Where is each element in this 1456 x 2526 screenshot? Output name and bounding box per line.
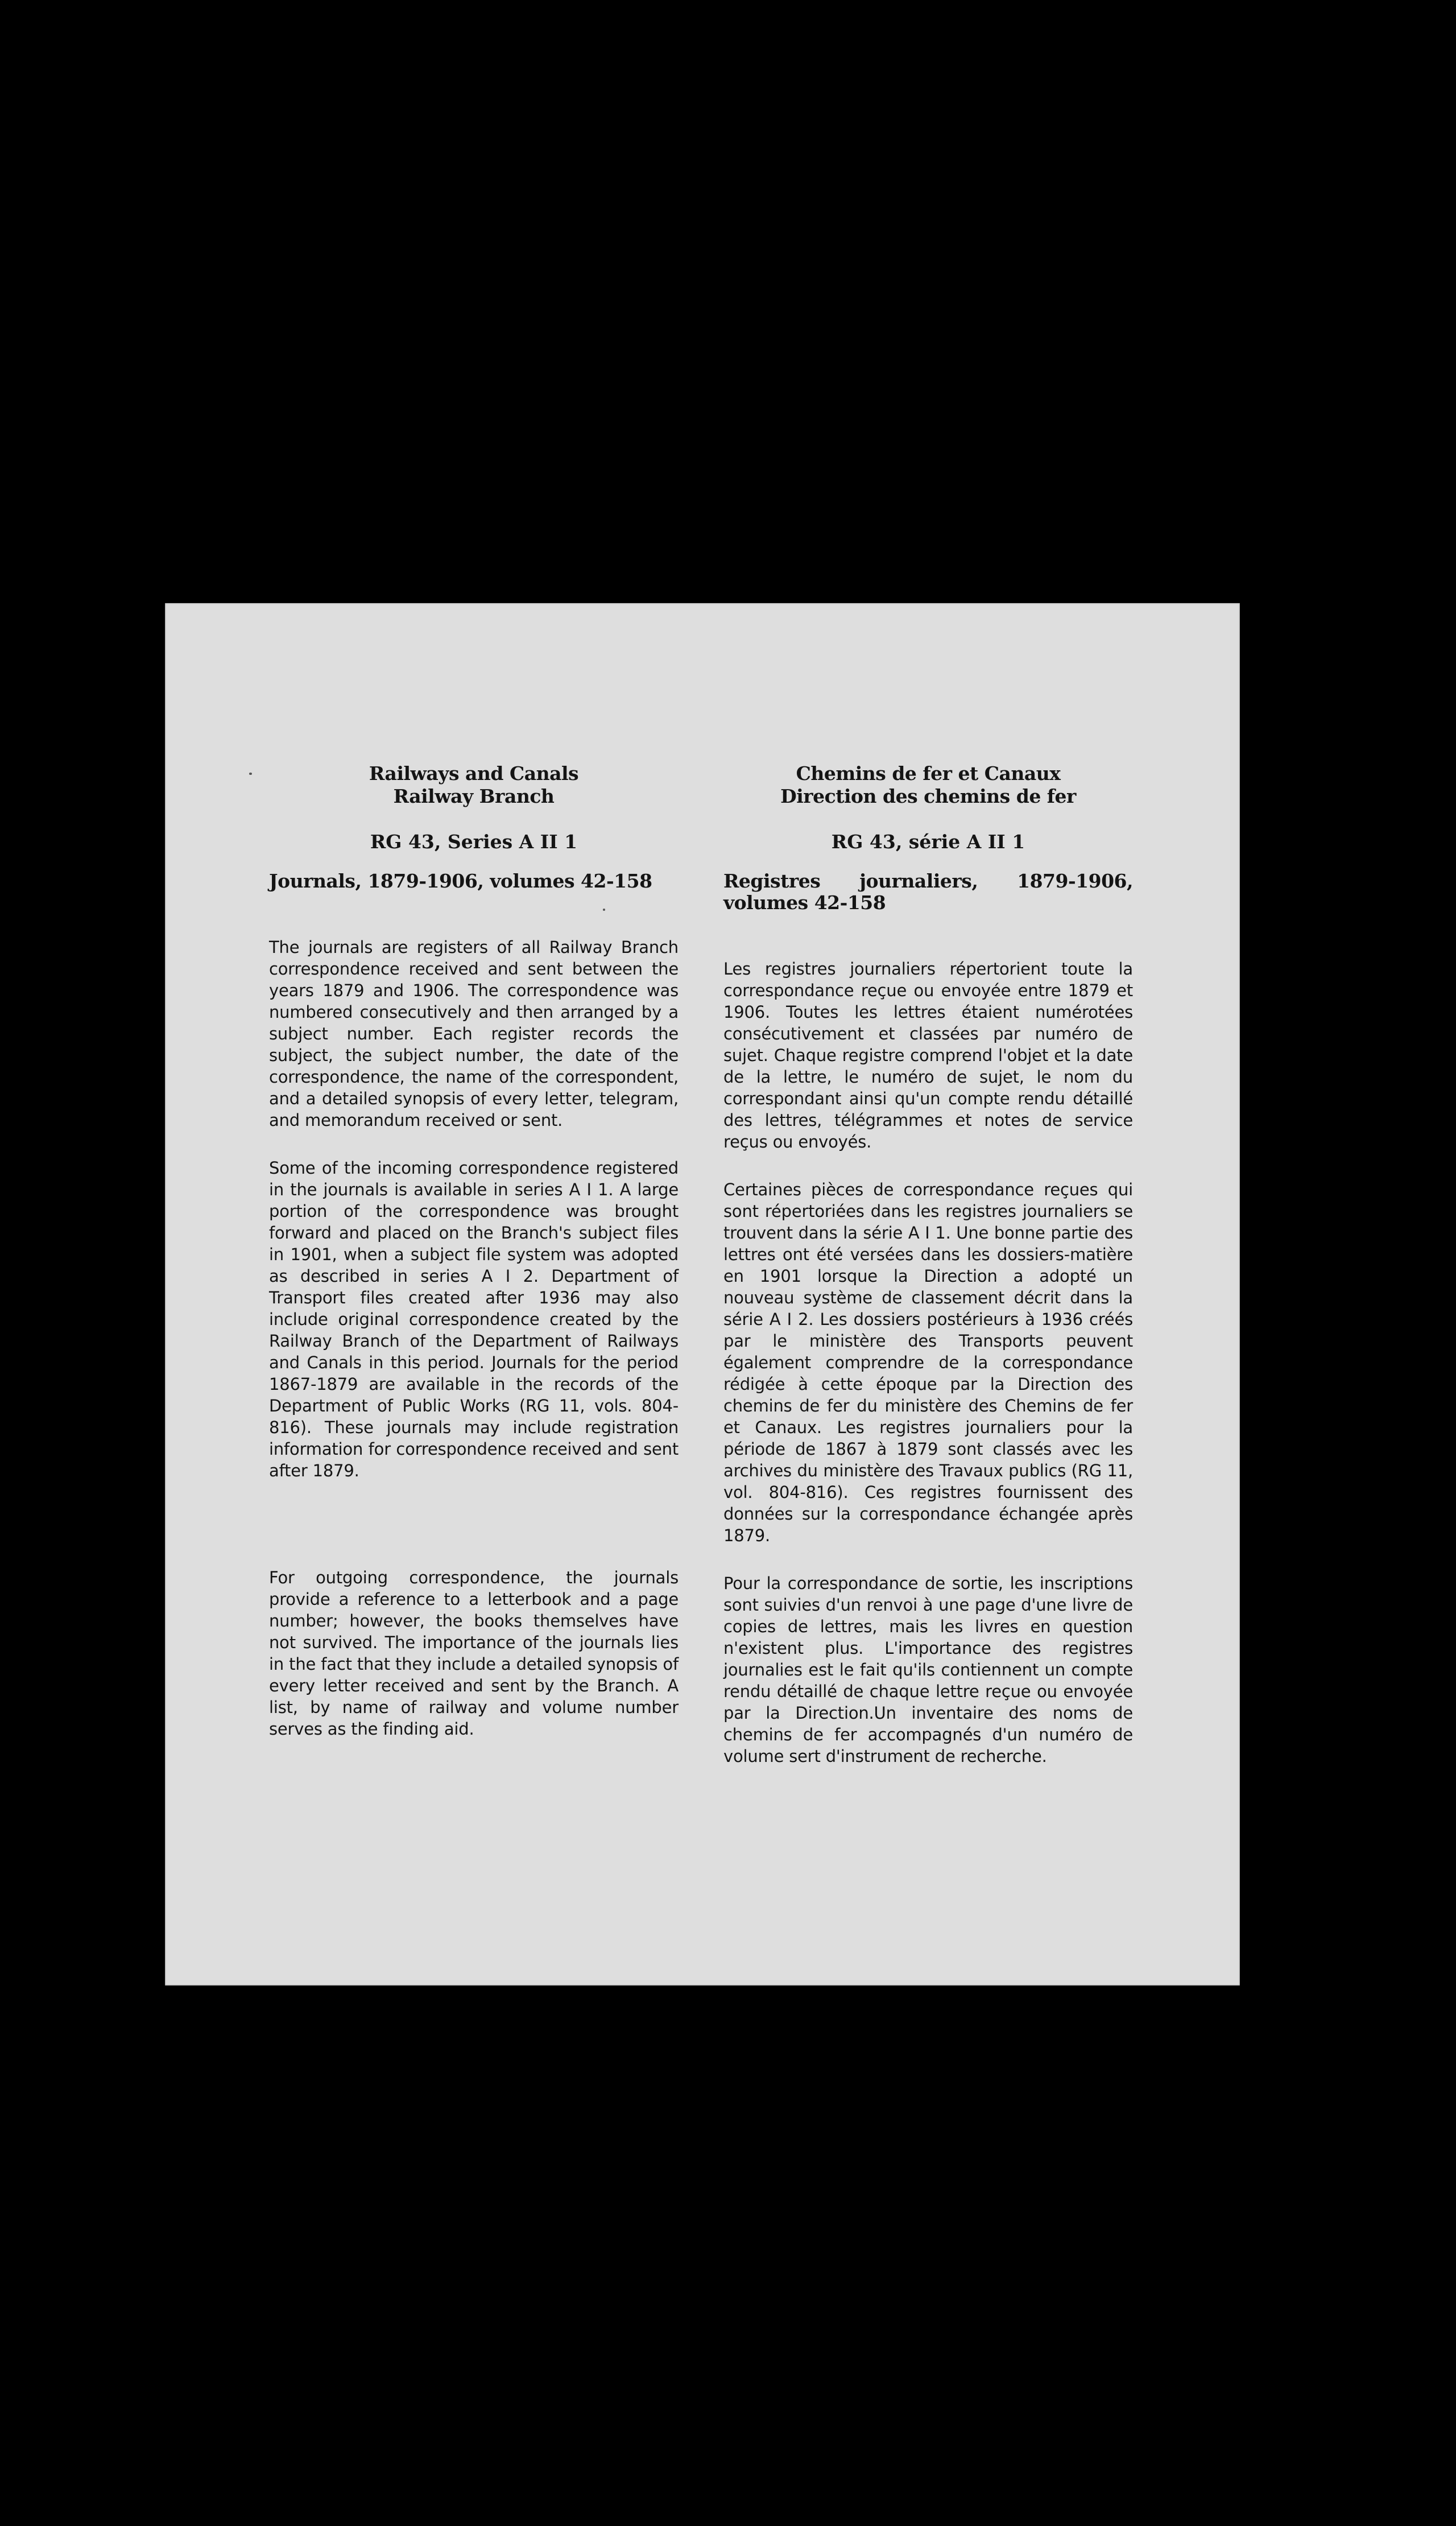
scan-speck bbox=[249, 773, 252, 775]
english-branch: Railway Branch bbox=[393, 785, 555, 807]
french-paragraph-3: Pour la correspondance de sortie, les inscriptions sont suivies d'un renvoi à une page d'une livre de copies de lettres, mais les livres en question n'existent plus. L'importance des registres journalies est le fait qu'ils contiennent un compte rendu détaillé de chaque lettre reçue ou envoyée par la Direction.Un inventaire des noms de chemins de fer accompagnés d'un numéro de volume sert d'instrument de recherche. bbox=[723, 1574, 1133, 1766]
french-department: Chemins de fer et Canaux bbox=[796, 762, 1061, 785]
english-paragraph-3: For outgoing correspondence, the journals provide a reference to a letterbook and a page number; however, the books themselves have not survived. The importance of the journals lies in the fact that they include a detailed synopsis of every letter received and sent by the Branch. A list, by name of railway and volume number serves as the finding aid. bbox=[269, 1568, 679, 1739]
french-heading bbox=[723, 762, 1133, 808]
document-page bbox=[165, 603, 1240, 1986]
french-branch: Direction des chemins de fer bbox=[780, 785, 1076, 807]
english-heading bbox=[269, 762, 679, 808]
english-subtitle: Journals, 1879-1906, volumes 42-158 bbox=[269, 870, 652, 892]
english-department: Railways and Canals bbox=[369, 762, 579, 785]
english-series: RG 43, Series A II 1 bbox=[370, 831, 578, 853]
english-paragraph-2: Some of the incoming correspondence registered in the journals is available in series A I 1. A large portion of the correspondence was brought forward and placed on the Branch's subject files in 1901, when a subject file system was adopted as described in series A I 2. Department of Transport files created after 1936 may also include original correspondence created by the Railway Branch of the Department of Railways and Canals in this period. Journals for the period 1867-1879 are available in the records of the Department of Public Works (RG 11, vols. 804-816). These journals may include registration information for correspondence received and sent after 1879. bbox=[269, 1158, 679, 1480]
french-paragraph-2: Certaines pièces de correspondance reçues qui sont répertoriées dans les registres journaliers se trouvent dans la série A I 1. Une bonne partie des lettres ont été versées dans les dossiers-matière en 1901 lorsque la Direction a adopté un nouveau système de classement décrit dans la série A I 2. Les dossiers postérieurs à 1936 créés par le ministère des Transports peuvent également comprendre de la correspondance rédigée à cette époque par la Direction des chemins de fer du ministère des Chemins de fer et Canaux. Les registres journaliers pour la période de 1867 à 1879 sont classés avec les archives du ministère des Travaux publics (RG 11, vol. 804-816). Ces registres fournissent des données sur la correspondance échangée après 1879. bbox=[723, 1180, 1133, 1545]
french-subtitle: Registres journaliers, 1879-1906, volumes 42-158 bbox=[723, 870, 1133, 914]
english-paragraph-1: The journals are registers of all Railway Branch correspondence received and sent between the years 1879 and 1906. The correspondence was numbered consecutively and then arranged by a subject number. Each register records the subject, the subject number, the date of the correspondence, the name of the correspondent, and a detailed synopsis of every letter, telegram, and memorandum received or sent. bbox=[269, 938, 679, 1130]
french-column bbox=[723, 762, 1133, 1767]
french-series: RG 43, série A II 1 bbox=[831, 831, 1025, 853]
english-column bbox=[269, 762, 679, 1740]
french-paragraph-1: Les registres journaliers répertorient toute la correspondance reçue ou envoyée entre 1879 et 1906. Toutes les lettres étaient numérotées consécutivement et classées par numéro de sujet. Chaque registre comprend l'objet et la date de la lettre, le numéro de sujet, le nom du correspondant ainsi qu'un compte rendu détaillé des lettres, télégrammes et notes de service reçus ou envoyés. bbox=[723, 959, 1133, 1151]
